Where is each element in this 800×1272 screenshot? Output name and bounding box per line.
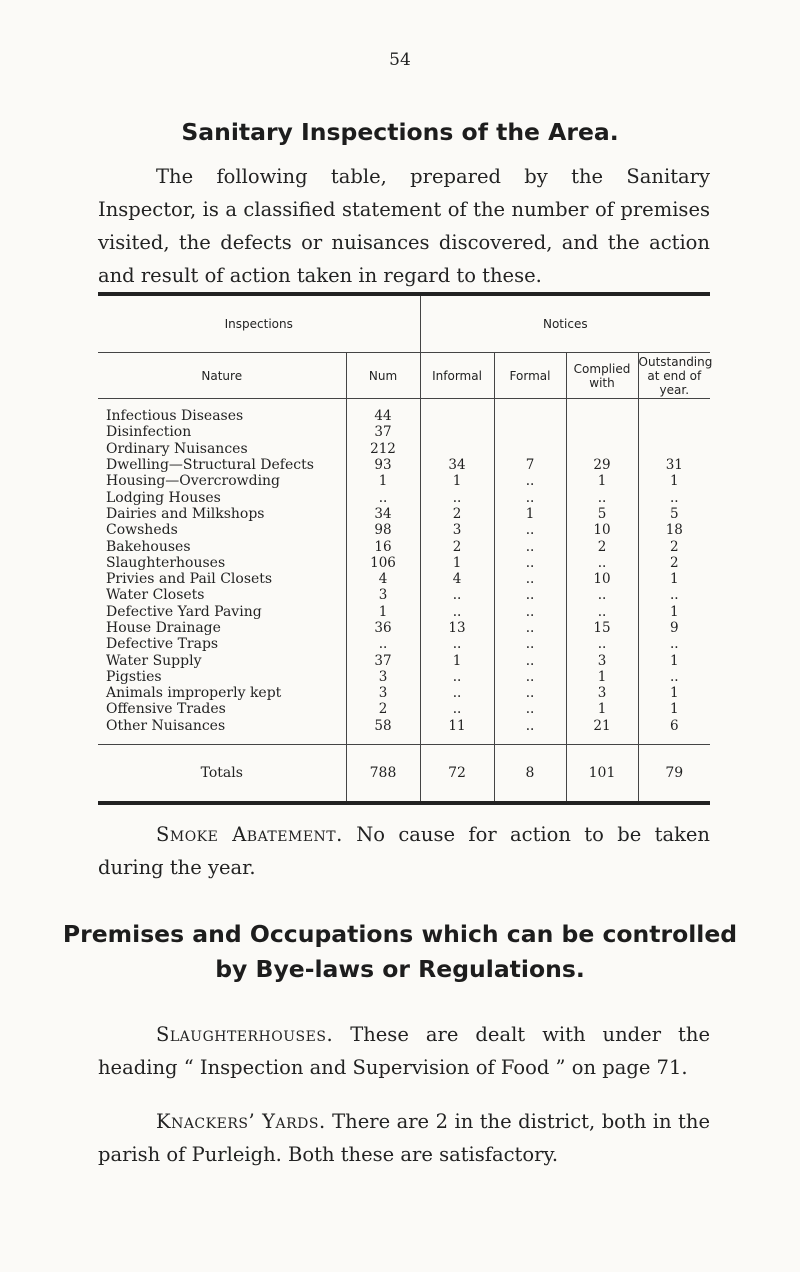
cell-complied: ..: [566, 604, 638, 620]
table-row: [98, 506, 710, 522]
cell-formal: ..: [494, 587, 566, 603]
table-row: [98, 441, 710, 457]
cell-informal: 2: [420, 506, 494, 522]
cell-formal: ..: [494, 685, 566, 701]
cell-complied: 3: [566, 685, 638, 701]
cell-num: 44: [346, 399, 420, 425]
cell-formal: ..: [494, 620, 566, 636]
cell-nature: Privies and Pail Closets: [106, 571, 273, 588]
cell-informal: 1: [420, 473, 494, 489]
cell-informal: 3: [420, 522, 494, 538]
table-row: [98, 701, 710, 717]
cell-informal: [420, 399, 494, 425]
cell-outstanding: ..: [638, 489, 710, 505]
cell-formal: ..: [494, 473, 566, 489]
cell-outstanding: 1: [638, 571, 710, 587]
table-row: [98, 555, 710, 571]
cell-outstanding: [638, 399, 710, 425]
cell-informal: 2: [420, 538, 494, 554]
cell-nature: Housing—Overcrowding: [106, 473, 281, 490]
table-row: [98, 424, 710, 440]
cell-formal: ..: [494, 718, 566, 745]
page-number: 54: [389, 50, 411, 70]
cell-informal: ..: [420, 587, 494, 603]
intro-paragraph: The following table, prepared by the Sanitary Inspector, is a classified statement of the number of premises visited, the defects or nuisances discovered, and the action and result of action taken in regard to these.: [98, 165, 710, 287]
cell-nature: Water Supply: [106, 652, 202, 669]
cell-outstanding: ..: [638, 587, 710, 603]
cell-formal: 1: [494, 506, 566, 522]
cell-informal: ..: [420, 604, 494, 620]
cell-nature: Pigsties: [106, 668, 162, 685]
cell-nature: Defective Traps: [106, 636, 219, 653]
smoke-abatement-paragraph: [98, 818, 710, 884]
cell-num: 58: [346, 718, 420, 745]
inspections-group-header: Inspections: [224, 317, 293, 331]
table-row: [98, 473, 710, 489]
cell-outstanding: 31: [638, 457, 710, 473]
cell-informal: 34: [420, 457, 494, 473]
cell-outstanding: 6: [638, 718, 710, 745]
cell-complied: 15: [566, 620, 638, 636]
cell-complied: [566, 424, 638, 440]
totals-formal: 8: [494, 744, 566, 803]
cell-informal: 13: [420, 620, 494, 636]
cell-nature: Water Closets: [106, 587, 205, 604]
cell-num: 1: [346, 604, 420, 620]
cell-nature: House Drainage: [106, 620, 221, 636]
cell-outstanding: 1: [638, 701, 710, 717]
totals-complied: 101: [566, 744, 638, 803]
cell-informal: ..: [420, 636, 494, 652]
cell-num: 3: [346, 587, 420, 603]
cell-nature: Disinfection: [106, 424, 192, 441]
cell-formal: ..: [494, 636, 566, 652]
totals-informal: 72: [420, 744, 494, 803]
cell-complied: [566, 441, 638, 457]
cell-complied: 2: [566, 538, 638, 554]
col-formal: Formal: [494, 353, 566, 399]
cell-informal: ..: [420, 701, 494, 717]
cell-num: ..: [346, 636, 420, 652]
table-row: [98, 604, 710, 620]
table-row: [98, 538, 710, 554]
col-complied: Complied with: [566, 353, 638, 399]
cell-outstanding: 1: [638, 604, 710, 620]
smoke-abatement-text: No cause for action to be taken during the year.: [98, 823, 710, 879]
inspections-table: [98, 292, 713, 805]
totals-row: [98, 744, 710, 803]
cell-num: 3: [346, 669, 420, 685]
cell-complied: 29: [566, 457, 638, 473]
cell-formal: ..: [494, 669, 566, 685]
cell-complied: ..: [566, 587, 638, 603]
cell-complied: 1: [566, 473, 638, 489]
cell-outstanding: 18: [638, 522, 710, 538]
table-row: [98, 457, 710, 473]
cell-formal: ..: [494, 489, 566, 505]
cell-num: 16: [346, 538, 420, 554]
cell-nature: Dairies and Milkshops: [106, 505, 265, 522]
cell-informal: ..: [420, 669, 494, 685]
cell-formal: [494, 424, 566, 440]
col-nature: Nature: [98, 353, 346, 399]
cell-outstanding: 1: [638, 473, 710, 489]
smoke-abatement-label: Smoke Abatement.: [156, 823, 343, 846]
cell-informal: 1: [420, 652, 494, 668]
col-num: Num: [346, 353, 420, 399]
cell-nature: Bakehouses: [106, 538, 191, 555]
cell-formal: 7: [494, 457, 566, 473]
totals-num: 788: [346, 744, 420, 803]
table-row: [98, 489, 710, 505]
page-title: Sanitary Inspections of the Area.: [181, 118, 619, 146]
cell-complied: 5: [566, 506, 638, 522]
cell-nature: Slaughterhouses: [106, 554, 226, 571]
cell-formal: ..: [494, 701, 566, 717]
cell-complied: 1: [566, 669, 638, 685]
cell-num: 106: [346, 555, 420, 571]
knackers-yards-text: There are 2 in the district, both in the parish of Purleigh. Both these are satisfactory.: [98, 1110, 710, 1166]
cell-outstanding: ..: [638, 636, 710, 652]
cell-informal: 1: [420, 555, 494, 571]
table-row: [98, 522, 710, 538]
cell-nature: Defective Yard Paving: [106, 603, 262, 620]
cell-formal: [494, 441, 566, 457]
cell-complied: [566, 399, 638, 425]
cell-complied: 21: [566, 718, 638, 745]
cell-formal: ..: [494, 538, 566, 554]
cell-formal: [494, 399, 566, 425]
cell-informal: 4: [420, 571, 494, 587]
cell-outstanding: 5: [638, 506, 710, 522]
premises-heading-line1: Premises and Occupations which can be controlled: [62, 920, 738, 948]
cell-nature: Animals improperly kept: [106, 685, 282, 702]
table-row: [98, 587, 710, 603]
cell-formal: ..: [494, 652, 566, 668]
knackers-yards-paragraph: [98, 1105, 710, 1171]
cell-outstanding: 1: [638, 685, 710, 701]
cell-num: 2: [346, 701, 420, 717]
col-informal: Informal: [420, 353, 494, 399]
cell-nature: Cowsheds: [106, 522, 178, 539]
cell-outstanding: 2: [638, 555, 710, 571]
table-row: [98, 620, 710, 636]
cell-informal: ..: [420, 685, 494, 701]
totals-outstanding: 79: [638, 744, 710, 803]
cell-num: 4: [346, 571, 420, 587]
cell-informal: [420, 441, 494, 457]
table-row: [98, 652, 710, 668]
totals-label: Totals: [98, 744, 346, 803]
cell-formal: ..: [494, 571, 566, 587]
cell-complied: 10: [566, 571, 638, 587]
cell-nature: Infectious Diseases: [106, 408, 244, 425]
cell-nature: Other Nuisances: [106, 717, 226, 734]
knackers-yards-label: Knackers’ Yards.: [156, 1110, 326, 1133]
cell-formal: ..: [494, 604, 566, 620]
slaughterhouses-text: These are dealt with under the heading: [98, 1023, 710, 1079]
cell-complied: 3: [566, 652, 638, 668]
cell-num: 98: [346, 522, 420, 538]
cell-informal: 11: [420, 718, 494, 745]
table-row: [98, 669, 710, 685]
cell-outstanding: 9: [638, 620, 710, 636]
table-row: [98, 685, 710, 701]
table-row: [98, 636, 710, 652]
cell-nature: Dwelling—Structural Defects: [106, 457, 314, 474]
slaughterhouses-quote: “ Inspection and Supervision of Food ”: [183, 1056, 566, 1079]
cell-complied: ..: [566, 555, 638, 571]
slaughterhouses-label: Slaughterhouses.: [156, 1023, 334, 1046]
cell-num: 93: [346, 457, 420, 473]
cell-num: 36: [346, 620, 420, 636]
cell-num: 37: [346, 652, 420, 668]
cell-num: ..: [346, 489, 420, 505]
cell-num: 212: [346, 441, 420, 457]
cell-num: 34: [346, 506, 420, 522]
cell-nature: Lodging Houses: [106, 489, 221, 506]
slaughterhouses-paragraph: [98, 1018, 710, 1084]
cell-outstanding: 1: [638, 652, 710, 668]
cell-complied: 1: [566, 701, 638, 717]
cell-formal: ..: [494, 555, 566, 571]
cell-outstanding: ..: [638, 669, 710, 685]
table-row: [98, 718, 710, 745]
cell-formal: ..: [494, 522, 566, 538]
cell-nature: Offensive Trades: [106, 701, 226, 718]
table-row: [98, 571, 710, 587]
cell-num: 1: [346, 473, 420, 489]
premises-heading-line2: by Bye-laws or Regulations.: [215, 955, 585, 983]
cell-num: 3: [346, 685, 420, 701]
cell-outstanding: [638, 424, 710, 440]
cell-complied: ..: [566, 636, 638, 652]
cell-outstanding: 2: [638, 538, 710, 554]
cell-complied: ..: [566, 489, 638, 505]
notices-group-header: Notices: [420, 294, 710, 353]
cell-num: 37: [346, 424, 420, 440]
cell-informal: [420, 424, 494, 440]
cell-complied: 10: [566, 522, 638, 538]
col-outstanding: Outstanding at end of year.: [638, 354, 713, 397]
slaughterhouses-page-ref: on page 71.: [571, 1056, 688, 1079]
cell-nature: Ordinary Nuisances: [106, 440, 248, 457]
cell-informal: ..: [420, 489, 494, 505]
table-row: [98, 399, 710, 425]
cell-outstanding: [638, 441, 710, 457]
